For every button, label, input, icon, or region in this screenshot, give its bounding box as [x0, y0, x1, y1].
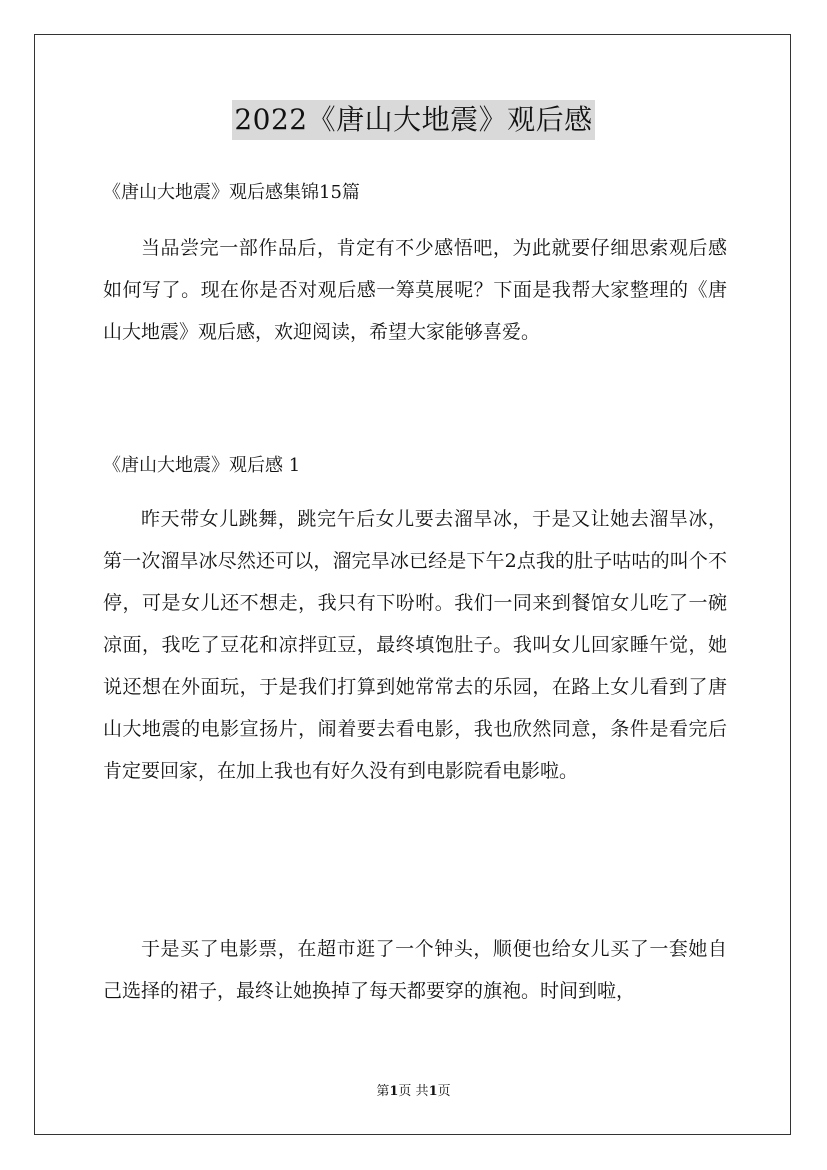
intro-paragraph: 当品尝完一部作品后，肯定有不少感悟吧，为此就要仔细思索观后感如何写了。现在你是否对观后感一筹莫展呢？下面是我帮大家整理的《唐山大地震》观后感，欢迎阅读，希望大家能够喜爱。 [103, 237, 727, 343]
body-paragraph: 昨天带女儿跳舞，跳完午后女儿要去溜旱冰，于是又让她去溜旱冰，第一次溜旱冰尽然还可以，溜完旱冰已经是下午2点我的肚子咕咕的叫个不停，可是女儿还不想走，我只有下吩咐。我们一同来到餐馆女儿吃了一碗凉面，我吃了豆花和凉拌豇豆，最终填饱肚子。我叫女儿回家睡午觉，她说还想在外面玩，于是我们打算到她常常去的乐园，在路上女儿看到了唐山大地震的电影宣扬片，闹着要去看电影，我也欣然同意，条件是看完后肯定要回家，在加上我也有好久没有到电影院看电影啦。 [103, 508, 727, 782]
section-heading: 《唐山大地震》观后感 1 [103, 455, 301, 476]
page-current: 1 [389, 1084, 399, 1099]
title-container [0, 100, 827, 140]
page-footer [0, 1083, 827, 1101]
document-title: 2022《唐山大地震》观后感 [232, 100, 594, 140]
page-prefix: 第 [376, 1084, 390, 1099]
page-total: 1 [428, 1084, 438, 1099]
document-subtitle: 《唐山大地震》观后感集锦15篇 [103, 182, 360, 203]
page-mid: 页 共 [398, 1084, 429, 1099]
page-suffix: 页 [437, 1084, 451, 1099]
body-paragraph: 于是买了电影票，在超市逛了一个钟头，顺便也给女儿买了一套她自己选择的裙子，最终让她换掉了每天都要穿的旗袍。时间到啦， [103, 938, 727, 1002]
